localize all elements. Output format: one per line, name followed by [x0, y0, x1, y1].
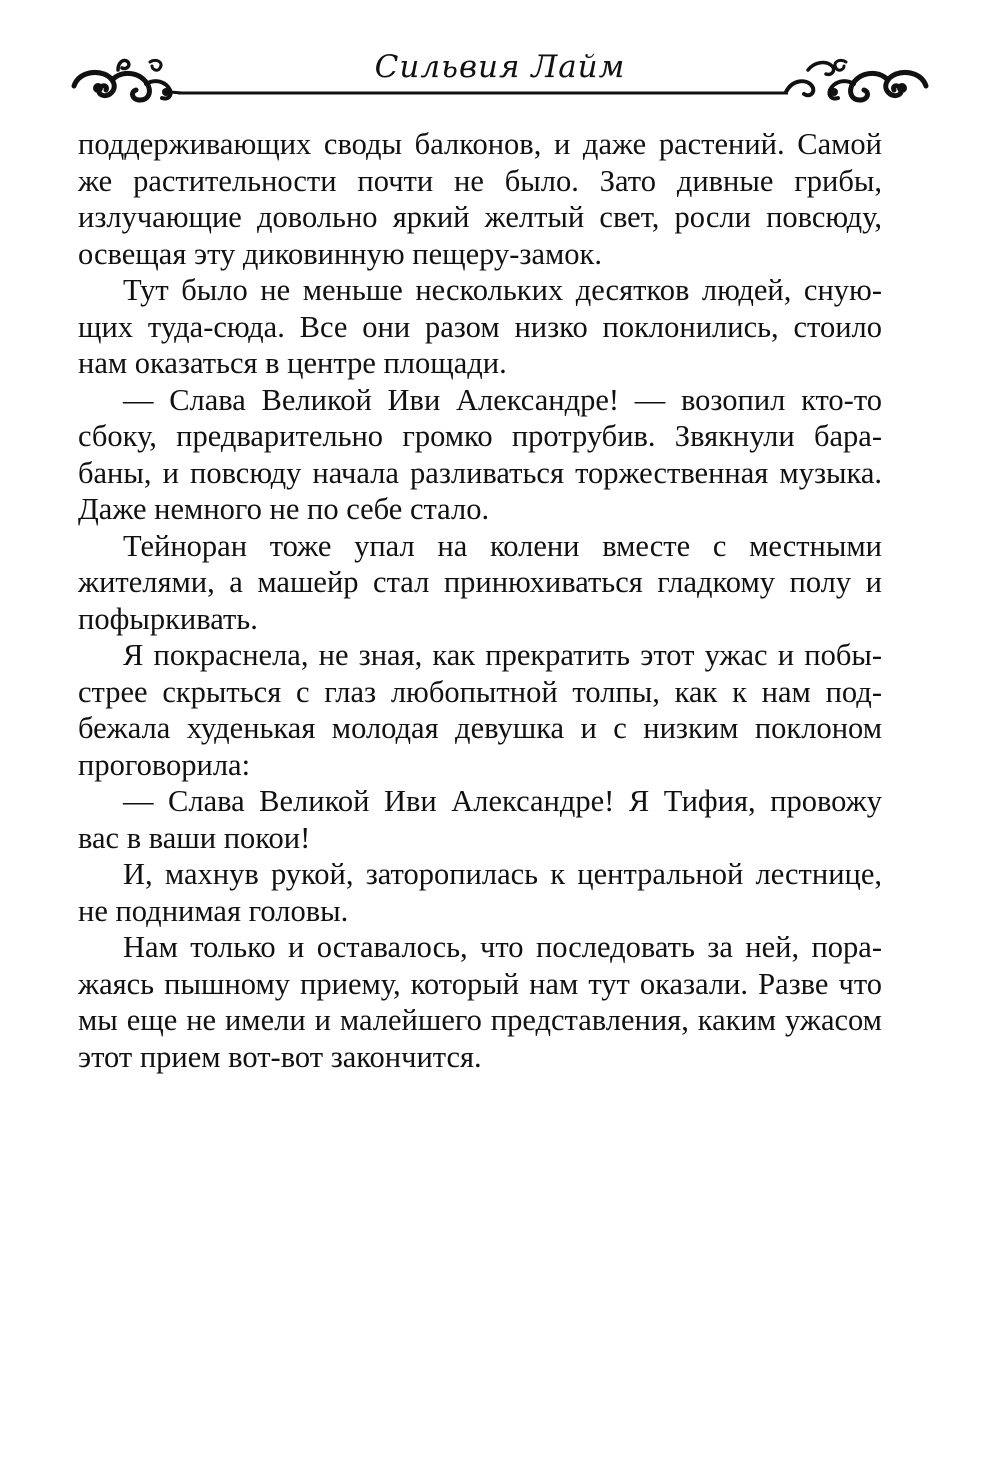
paragraph: — Слава Великой Иви Александре! Я Тифия, провожу вас в ваши покои!	[78, 784, 882, 855]
body-text	[78, 126, 882, 1075]
paragraph: Нам только и оставалось, что последовать за ней, поражаясь пышному приему, который нам тут оказали. Разве что мы еще не имели и малейшего представления, каким ужасом этот прием вот-вот закончится.	[78, 930, 882, 1074]
paragraph: Я покраснела, не зная, как прекратить этот ужас и побыстрее скрыться с глаз любопытной толпы, как к нам подбежала худенькая молодая девушка и с низким поклоном проговорила:	[78, 638, 882, 782]
page-header	[0, 0, 1000, 115]
running-title: Сильвия Лайм	[374, 49, 626, 85]
paragraph: Тут было не меньше нескольких десятков людей, снующих туда-сюда. Все они разом низко поклонились, стоило нам оказаться в центре площади.	[78, 273, 882, 380]
paragraph: Тейноран тоже упал на колени вместе с местными жителями, а машейр стал принюхиваться гладкому полу и пофыркивать.	[78, 528, 882, 636]
paragraph: поддерживающих своды балконов, и даже растений. Самой же растительности почти не было. Зато дивные грибы, излучающие довольно яркий желтый свет, росли повсюду, освещая эту диковинную пещеру-замок.	[78, 127, 882, 271]
paragraph: И, махнув рукой, заторопилась к центральной лестнице, не поднимая головы.	[78, 857, 882, 928]
paragraph: — Слава Великой Иви Александре! — возопил кто-то сбоку, предварительно громко протрубив. Звякнули барабаны, и повсюду начала разливаться торжественная музыка. Даже немного не по себе стало.	[78, 382, 882, 526]
